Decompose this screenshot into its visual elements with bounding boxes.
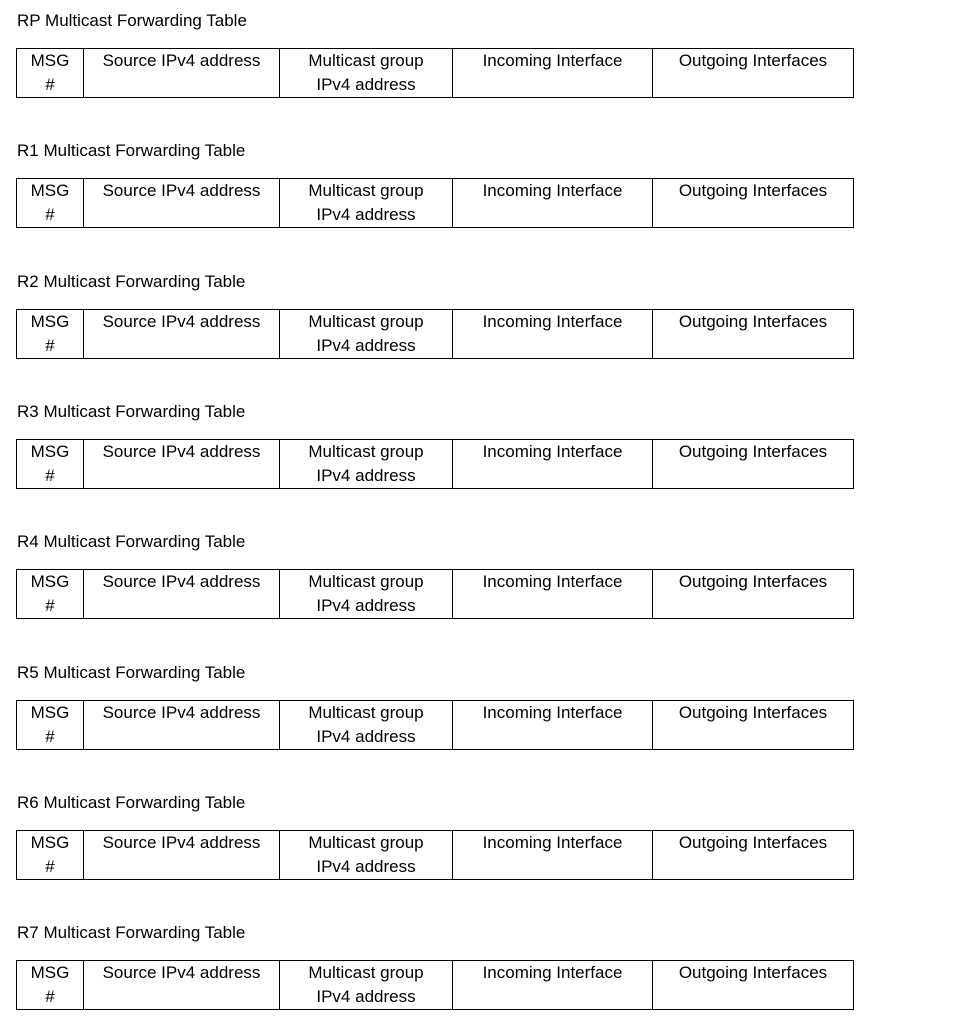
header-incoming-interface: Incoming Interface: [453, 309, 653, 358]
header-incoming-interface: Incoming Interface: [453, 961, 653, 1010]
header-outgoing-interfaces: Outgoing Interfaces: [653, 179, 854, 228]
forwarding-table: [16, 700, 854, 750]
forwarding-table: [16, 309, 854, 359]
header-incoming-interface: Incoming Interface: [453, 179, 653, 228]
header-source-ip: Source IPv4 address: [84, 961, 280, 1010]
forwarding-table: [16, 830, 854, 880]
header-msg: MSG #: [17, 830, 84, 879]
header-msg: MSG #: [17, 309, 84, 358]
header-outgoing-interfaces: Outgoing Interfaces: [653, 309, 854, 358]
table-title: R3 Multicast Forwarding Table: [17, 401, 246, 421]
header-outgoing-interfaces: Outgoing Interfaces: [653, 961, 854, 1010]
table-title: R7 Multicast Forwarding Table: [17, 923, 246, 943]
header-source-ip: Source IPv4 address: [84, 439, 280, 488]
header-outgoing-interfaces: Outgoing Interfaces: [653, 700, 854, 749]
header-row: [17, 179, 854, 228]
header-row: [17, 700, 854, 749]
header-incoming-interface: Incoming Interface: [453, 700, 653, 749]
table-title: R5 Multicast Forwarding Table: [17, 662, 246, 682]
header-incoming-interface: Incoming Interface: [453, 49, 653, 98]
header-row: [17, 49, 854, 98]
header-msg: MSG #: [17, 179, 84, 228]
header-multicast-group: Multicast group IPv4 address: [280, 570, 453, 619]
forwarding-table: [16, 48, 854, 98]
table-title: R2 Multicast Forwarding Table: [17, 271, 246, 291]
forwarding-table: [16, 960, 854, 1010]
header-multicast-group: Multicast group IPv4 address: [280, 49, 453, 98]
header-multicast-group: Multicast group IPv4 address: [280, 830, 453, 879]
header-multicast-group: Multicast group IPv4 address: [280, 309, 453, 358]
header-incoming-interface: Incoming Interface: [453, 570, 653, 619]
header-outgoing-interfaces: Outgoing Interfaces: [653, 49, 854, 98]
forwarding-table: [16, 569, 854, 619]
header-multicast-group: Multicast group IPv4 address: [280, 700, 453, 749]
forwarding-table: [16, 178, 854, 228]
header-msg: MSG #: [17, 700, 84, 749]
forwarding-table: [16, 439, 854, 489]
header-row: [17, 309, 854, 358]
header-msg: MSG #: [17, 570, 84, 619]
header-multicast-group: Multicast group IPv4 address: [280, 961, 453, 1010]
header-row: [17, 570, 854, 619]
header-outgoing-interfaces: Outgoing Interfaces: [653, 830, 854, 879]
table-title: R1 Multicast Forwarding Table: [17, 141, 246, 161]
header-row: [17, 830, 854, 879]
header-multicast-group: Multicast group IPv4 address: [280, 179, 453, 228]
header-outgoing-interfaces: Outgoing Interfaces: [653, 439, 854, 488]
table-title: R6 Multicast Forwarding Table: [17, 792, 246, 812]
header-incoming-interface: Incoming Interface: [453, 830, 653, 879]
header-msg: MSG #: [17, 439, 84, 488]
header-msg: MSG #: [17, 49, 84, 98]
header-msg: MSG #: [17, 961, 84, 1010]
header-multicast-group: Multicast group IPv4 address: [280, 439, 453, 488]
header-source-ip: Source IPv4 address: [84, 309, 280, 358]
header-source-ip: Source IPv4 address: [84, 830, 280, 879]
header-incoming-interface: Incoming Interface: [453, 439, 653, 488]
table-title: RP Multicast Forwarding Table: [17, 11, 247, 30]
header-source-ip: Source IPv4 address: [84, 700, 280, 749]
header-source-ip: Source IPv4 address: [84, 570, 280, 619]
header-source-ip: Source IPv4 address: [84, 179, 280, 228]
header-row: [17, 961, 854, 1010]
header-row: [17, 439, 854, 488]
header-source-ip: Source IPv4 address: [84, 49, 280, 98]
header-outgoing-interfaces: Outgoing Interfaces: [653, 570, 854, 619]
table-title: R4 Multicast Forwarding Table: [17, 532, 246, 552]
